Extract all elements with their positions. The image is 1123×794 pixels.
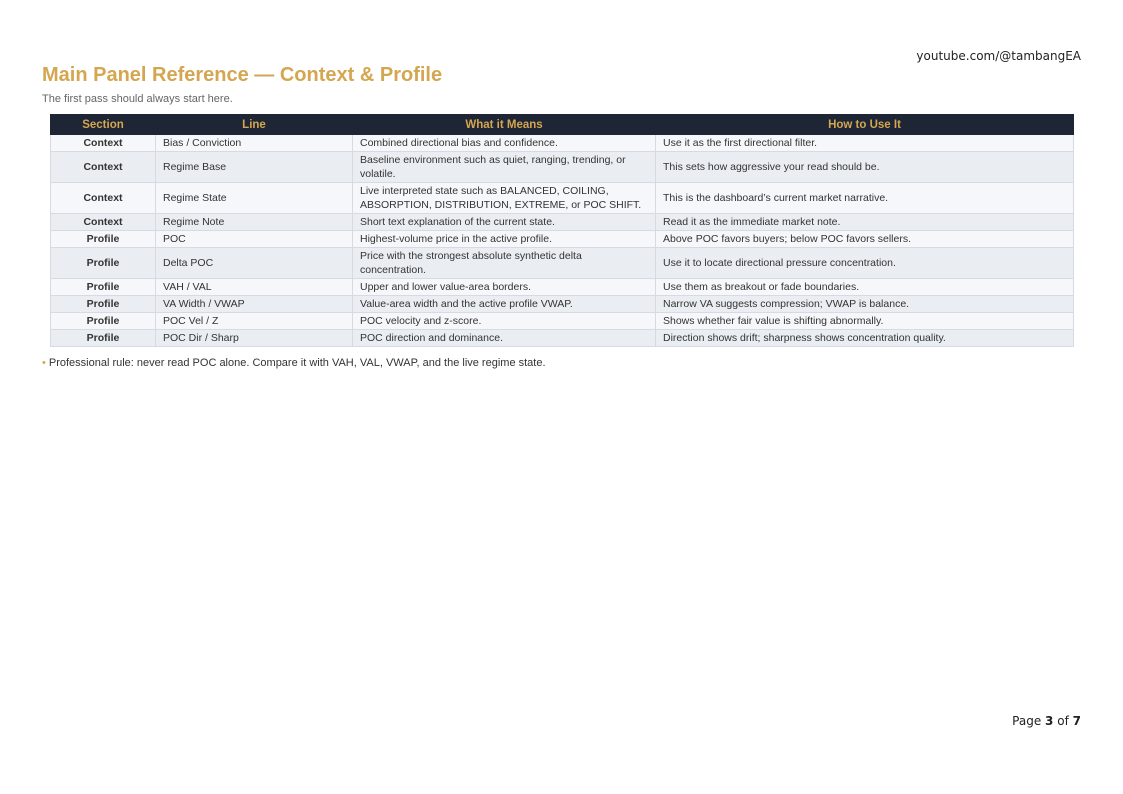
usage-cell: Read it as the immediate market note. [656, 214, 1074, 231]
header-url: youtube.com/@tambangEA [916, 49, 1081, 63]
line-cell: VA Width / VWAP [156, 296, 353, 313]
table-row [51, 296, 1074, 313]
usage-cell: Narrow VA suggests compression; VWAP is balance. [656, 296, 1074, 313]
section-cell: Profile [51, 248, 156, 279]
table-row [51, 152, 1074, 183]
line-cell: POC [156, 231, 353, 248]
section-cell: Context [51, 214, 156, 231]
table-row [51, 279, 1074, 296]
meaning-cell: Combined directional bias and confidence. [353, 135, 656, 152]
section-cell: Profile [51, 231, 156, 248]
usage-cell: This sets how aggressive your read should be. [656, 152, 1074, 183]
bullet-icon: • [42, 357, 46, 369]
reference-table [50, 114, 1074, 347]
column-header-section: Section [51, 115, 156, 135]
meaning-cell: Upper and lower value-area borders. [353, 279, 656, 296]
line-cell: Regime Note [156, 214, 353, 231]
table-row [51, 330, 1074, 347]
usage-cell: Use it to locate directional pressure concentration. [656, 248, 1074, 279]
usage-cell: Shows whether fair value is shifting abnormally. [656, 313, 1074, 330]
usage-cell: Use it as the first directional filter. [656, 135, 1074, 152]
table-row [51, 231, 1074, 248]
professional-note [42, 357, 546, 369]
meaning-cell: Value-area width and the active profile VWAP. [353, 296, 656, 313]
column-header-usage: How to Use It [656, 115, 1074, 135]
column-header-line: Line [156, 115, 353, 135]
table-row [51, 313, 1074, 330]
line-cell: Regime Base [156, 152, 353, 183]
section-cell: Profile [51, 296, 156, 313]
line-cell: VAH / VAL [156, 279, 353, 296]
line-cell: POC Dir / Sharp [156, 330, 353, 347]
section-cell: Context [51, 152, 156, 183]
page-number [1012, 714, 1081, 728]
meaning-cell: Price with the strongest absolute synthetic delta concentration. [353, 248, 656, 279]
page-subtitle: The first pass should always start here. [42, 93, 233, 105]
line-cell: POC Vel / Z [156, 313, 353, 330]
section-cell: Profile [51, 279, 156, 296]
meaning-cell: POC direction and dominance. [353, 330, 656, 347]
usage-cell: Direction shows drift; sharpness shows concentration quality. [656, 330, 1074, 347]
line-cell: Delta POC [156, 248, 353, 279]
note-text: Professional rule: never read POC alone. Compare it with VAH, VAL, VWAP, and the live regime state. [48, 357, 546, 369]
section-cell: Context [51, 183, 156, 214]
usage-cell: This is the dashboard’s current market narrative. [656, 183, 1074, 214]
section-cell: Context [51, 135, 156, 152]
column-header-meaning: What it Means [353, 115, 656, 135]
meaning-cell: POC velocity and z-score. [353, 313, 656, 330]
table-row [51, 135, 1074, 152]
section-cell: Profile [51, 313, 156, 330]
line-cell: Regime State [156, 183, 353, 214]
table-row [51, 183, 1074, 214]
meaning-cell: Short text explanation of the current state. [353, 214, 656, 231]
total-pages: 7 [1072, 714, 1081, 728]
meaning-cell: Live interpreted state such as BALANCED, COILING, ABSORPTION, DISTRIBUTION, EXTREME, or POC SHIFT. [353, 183, 656, 214]
page-title: Main Panel Reference — Context & Profile [42, 64, 443, 86]
meaning-cell: Highest-volume price in the active profile. [353, 231, 656, 248]
reference-table-container [50, 114, 1073, 347]
page-label: Page [1012, 714, 1042, 728]
current-page: 3 [1045, 714, 1054, 728]
table-row [51, 214, 1074, 231]
section-cell: Profile [51, 330, 156, 347]
usage-cell: Above POC favors buyers; below POC favors sellers. [656, 231, 1074, 248]
table-row [51, 248, 1074, 279]
meaning-cell: Baseline environment such as quiet, ranging, trending, or volatile. [353, 152, 656, 183]
table-header-row [51, 115, 1074, 135]
of-label: of [1057, 714, 1069, 728]
line-cell: Bias / Conviction [156, 135, 353, 152]
usage-cell: Use them as breakout or fade boundaries. [656, 279, 1074, 296]
